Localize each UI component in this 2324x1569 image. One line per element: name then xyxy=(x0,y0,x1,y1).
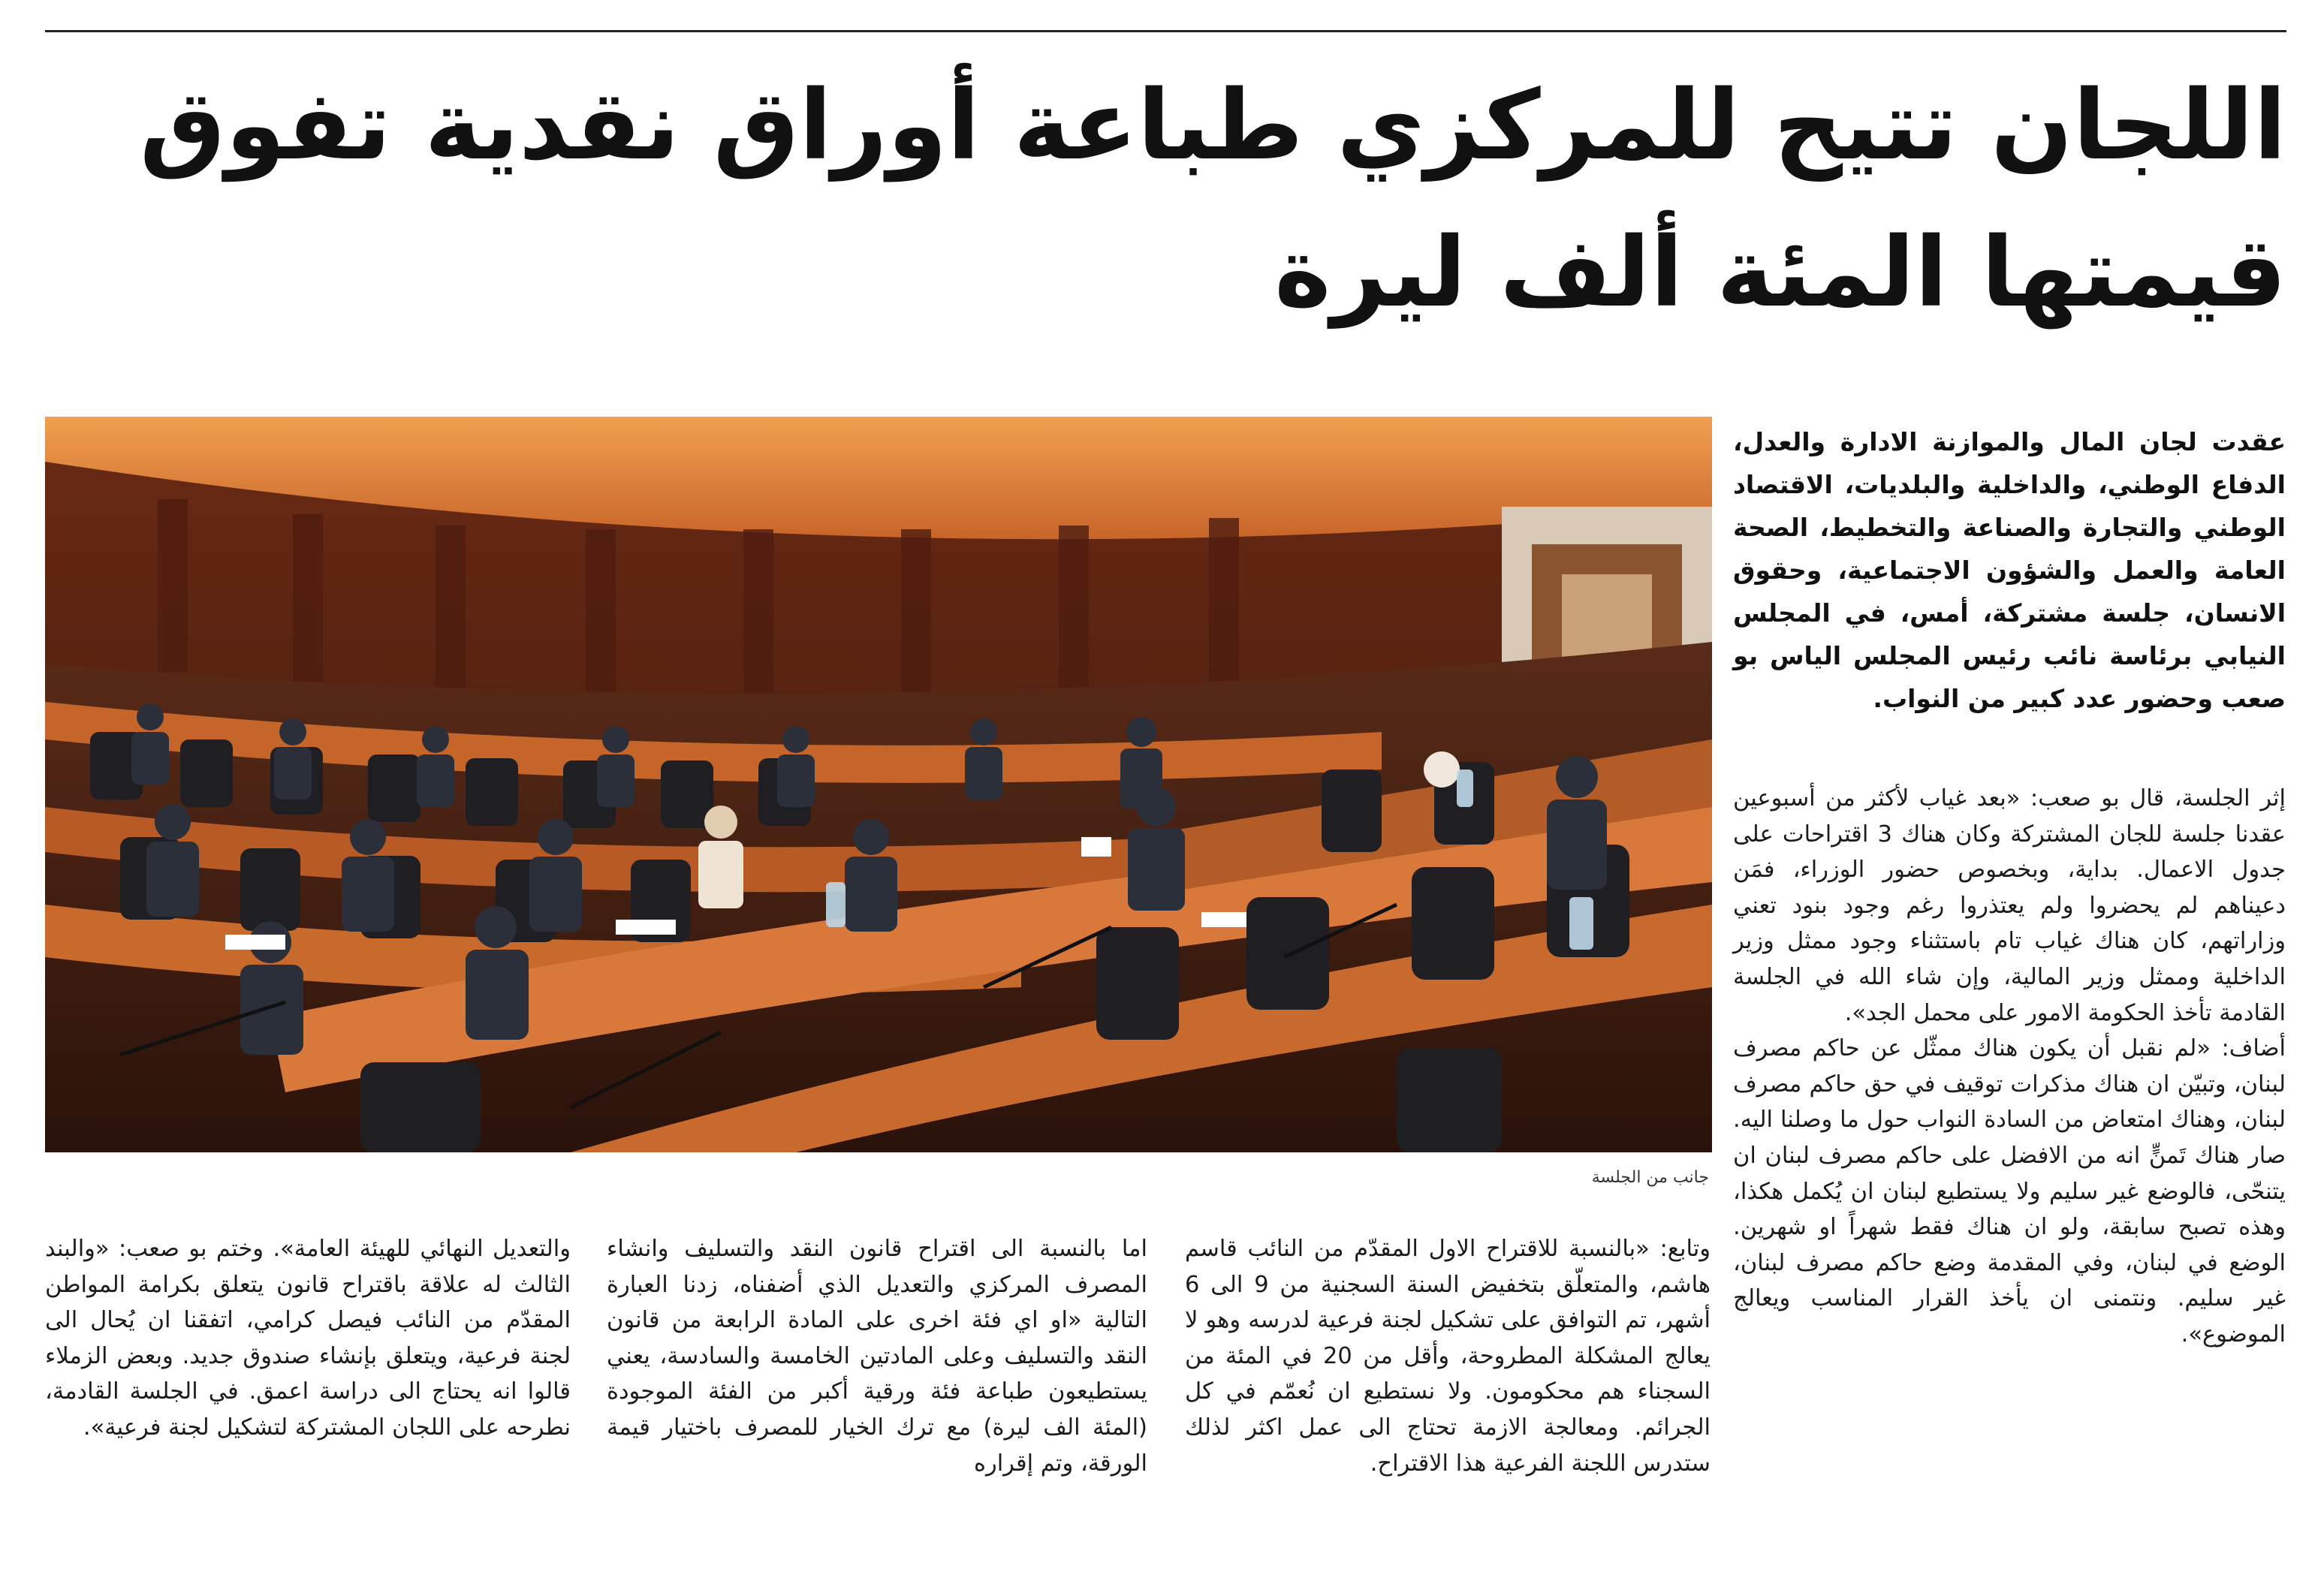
headline xyxy=(64,53,2286,347)
top-rule xyxy=(45,30,2286,32)
headline-line-1: اللجان تتيح للمركزي طباعة أوراق نقدية تفوق xyxy=(139,70,2286,182)
paragraph-1: إثر الجلسة، قال بو صعب: «بعد غياب لأكثر من أسبوعين عقدنا جلسة للجان المشتركة وكان هناك 3 اقتراحات على جدول الاعمال. بداية، وبخصوص حضور الوزراء، فمَن دعيناهم لم يحضروا ولم يعتذروا رغم وجود بنود تعني وزاراتهم، كان هناك غياب تام باستثناء وجود ممثل وزير الداخلية وممثل وزير المالية، وإن شاء الله في الجلسة القادمة تأخذ الحكومة الامور على محمل الجد». xyxy=(1733,785,2286,1026)
paragraph-3: وتابع: «بالنسبة للاقتراح الاول المقدّم من النائب قاسم هاشم، والمتعلّق بتخفيض السنة السجنية من 9 الى 6 أشهر، تم التوافق على تشكيل لجنة فرعية لدرسه وهو لا يعالج المشكلة المطروحة، وأقل من 20 في المئة من السجناء هم محكومون. ولا نستطيع ان نُعمّم في كل الجرائم. ومعالجة الازمة تحتاج الى عمل اكثر لذلك ستدرس اللجنة الفرعية هذا الاقتراح. xyxy=(1185,1236,1711,1477)
article-column-right xyxy=(1733,781,2286,1353)
paragraph-2: أضاف: «لم نقبل أن يكون هناك ممثّل عن حاكم مصرف لبنان، وتبيّن ان هناك مذكرات توقيف في حق حاكم مصرف لبنان، وهناك امتعاض من السادة النواب حول ما وصلنا اليه. صار هناك تَمنٍّ انه من الافضل على حاكم مصرف لبنان ان يتنحّى، فالوضع غير سليم ولا يستطيع لبنان ان يُكمل هكذا، وهذه تصبح سابقة، ولو ان هناك فقط شهراً او شهرين. الوضع في لبنان، وفي المقدمة وضع حاكم مصرف لبنان، غير سليم. ونتمنى ان يأخذ القرار المناسب ويعالج الموضوع». xyxy=(1733,1035,2286,1348)
article-column-bottom-3 xyxy=(45,1231,571,1446)
paragraph-5: والتعديل النهائي للهيئة العامة». وختم بو صعب: «والبند الثالث له علاقة باقتراح قانون يتعلق بكرامة المواطن المقدّم من النائب فيصل كرامي، اتفقنا ان يُحال الى لجنة فرعية، ويتعلق بإنشاء صندوق جديد. وبعض الزملاء قالوا انه يحتاج الى دراسة اعمق. في الجلسة القادمة، نطرحه على اللجان المشتركة لتشكيل لجنة فرعية». xyxy=(45,1236,571,1441)
photo-caption: جانب من الجلسة xyxy=(1591,1168,1709,1187)
article-column-bottom-2 xyxy=(607,1231,1147,1481)
meeting-hall-illustration xyxy=(45,417,1712,1152)
paragraph-4: اما بالنسبة الى اقتراح قانون النقد والتسليف وانشاء المصرف المركزي والتعديل الذي أضفناه، زدنا العبارة التالية «او اي فئة اخرى على المادة الرابعة من قانون النقد والتسليف وعلى المادتين الخامسة والسادسة، يعني يستطيعون طباعة فئة ورقية أكبر من الفئة الموجودة (المئة الف ليرة) مع ترك الخيار للمصرف باختيار قيمة الورقة، وتم إقراره xyxy=(607,1236,1147,1477)
article-column-bottom-1 xyxy=(1185,1231,1711,1481)
lead-paragraph: عقدت لجان المال والموازنة الادارة والعدل، الدفاع الوطني، والداخلية والبلديات، الاقتصاد الوطني والتجارة والصناعة والتخطيط، الصحة العامة والعمل والشؤون الاجتماعية، وحقوق الانسان، جلسة مشتركة، أمس، في المجلس النيابي برئاسة نائب رئيس المجلس الياس بو صعب وحضور عدد كبير من النواب. xyxy=(1733,427,2286,713)
headline-line-2: قيمتها المئة ألف ليرة xyxy=(1274,217,2286,329)
meeting-hall-photo xyxy=(45,417,1712,1152)
